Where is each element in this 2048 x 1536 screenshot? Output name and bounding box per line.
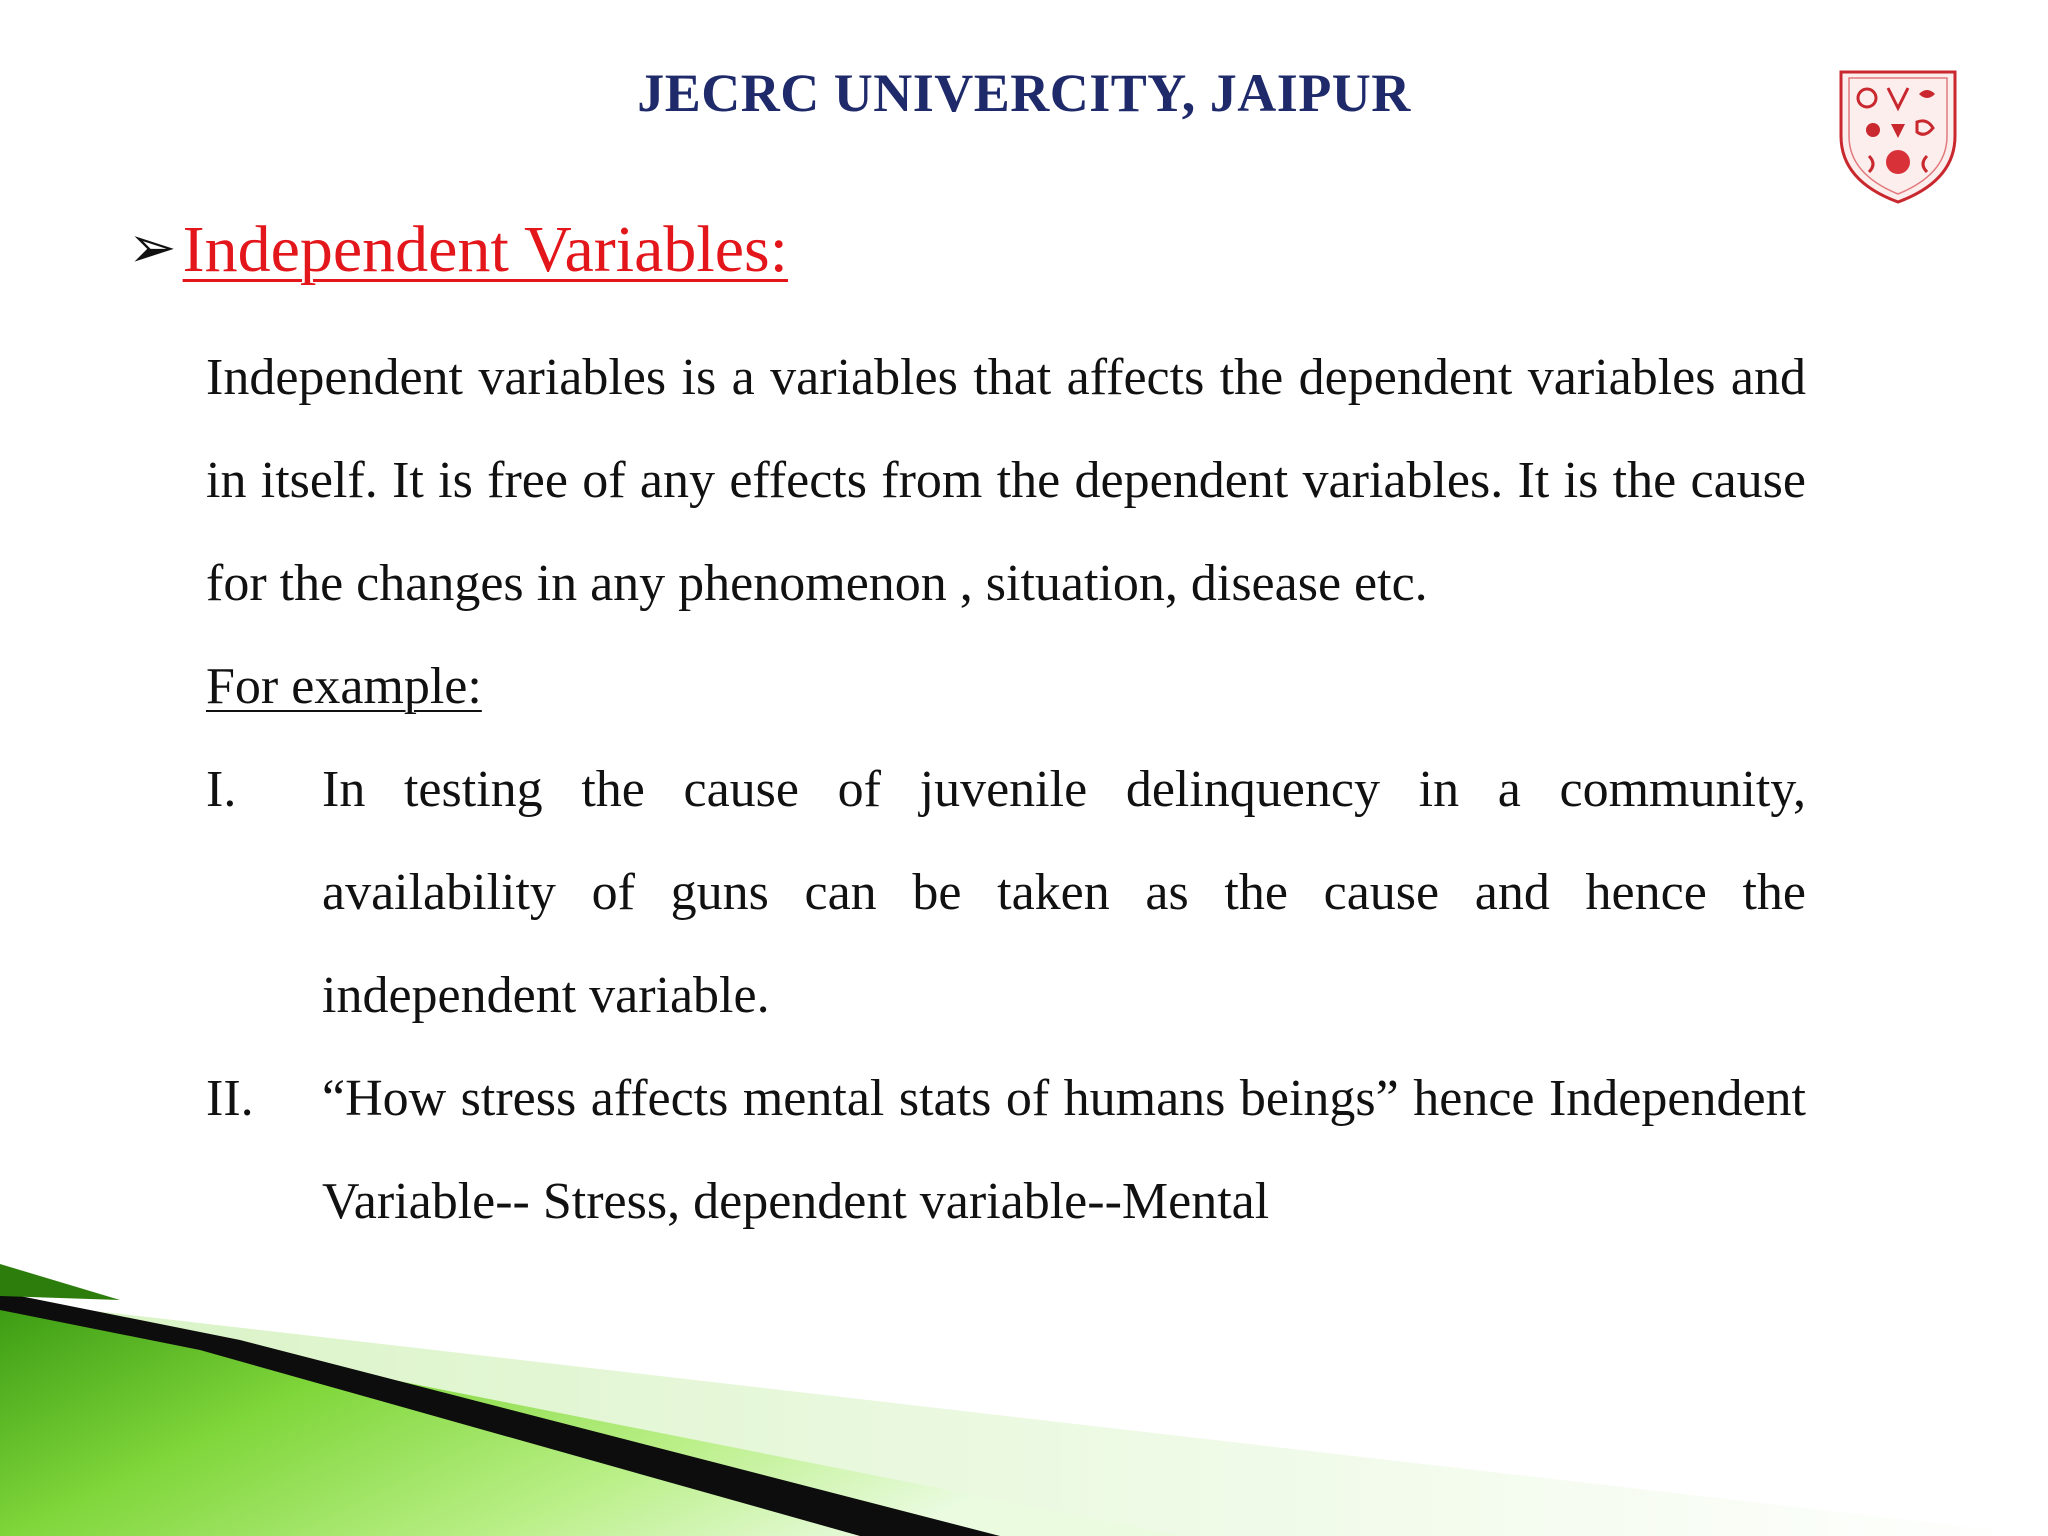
definition-paragraph: Independent variables is a variables that affects the dependent variables and in itself. It is free of any effects from the dependent variables. It is the cause for the changes in any phenomenon , situation, disease etc. (206, 349, 1806, 612)
list-marker: I. (206, 761, 237, 818)
section-heading (128, 212, 788, 288)
list-item (206, 738, 1806, 1047)
university-crest-icon (1833, 66, 1963, 206)
list-item-text: “How stress affects mental stats of humans beings” hence Independent Variable-- Stress, dependent variable--Mental (322, 1070, 1806, 1230)
slide-body (206, 326, 1806, 1253)
heading-text: Independent Variables: (182, 213, 789, 286)
list-item-text: In testing the cause of juvenile delinquency in a community, availability of guns can be taken as the cause and hence the independent variable. (322, 761, 1806, 1024)
arrow-bullet-icon: ➢ (128, 215, 177, 280)
list-marker: II. (206, 1070, 254, 1127)
university-title: JECRC UNIVERCITY, JAIPUR (637, 63, 1411, 123)
example-label: For example: (206, 658, 482, 715)
decorative-swoosh (0, 1200, 2048, 1536)
